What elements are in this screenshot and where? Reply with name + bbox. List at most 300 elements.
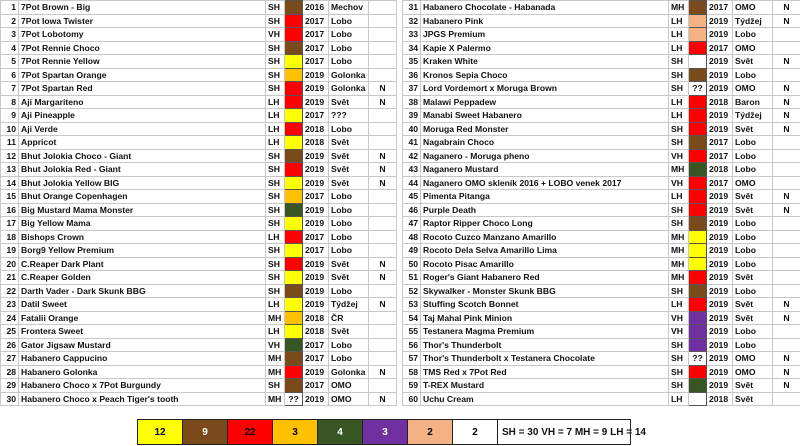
variety-name: Lord Vordemort x Moruga Brown [421,82,669,96]
heat-type: VH [669,325,689,339]
table-row [403,55,800,69]
new-mark [369,109,397,123]
year: 2019 [303,95,329,109]
heat-type: LH [669,392,689,406]
heat-type: SH [266,190,285,204]
row-number: 1 [1,1,19,15]
variety-name: Habanero Choco x Peach Tiger's tooth [19,392,266,406]
year: 2018 [303,122,329,136]
row-number: 17 [1,217,19,231]
heat-type: LH [669,95,689,109]
variety-name: Habanero Pink [421,14,669,28]
variety-name: Habanero Cappucino [19,352,266,366]
new-mark: N [369,82,397,96]
variety-name: Fatalii Orange [19,311,266,325]
heat-type: SH [266,41,285,55]
source: Svět [329,163,369,177]
color-swatch [689,149,707,163]
new-mark [773,41,800,55]
legend-totals: SH = 30 VH = 7 MH = 9 LH = 14 [498,420,631,445]
source: Lobo [329,230,369,244]
variety-name: Roger's Giant Habanero Red [421,271,669,285]
year: 2019 [303,257,329,271]
year: 2018 [303,136,329,150]
source: Lobo [733,257,773,271]
row-number: 22 [1,284,19,298]
year: 2019 [707,28,733,42]
row-number: 20 [1,257,19,271]
year: 2019 [303,163,329,177]
variety-name: Big Yellow Mama [19,217,266,231]
variety-name: TMS Red x 7Pot Red [421,365,669,379]
pepper-table-left [0,0,397,406]
table-row [403,271,800,285]
year: 2019 [303,217,329,231]
color-swatch: ?? [689,82,707,96]
new-mark: N [773,203,800,217]
variety-name: Darth Vader - Dark Skunk BBG [19,284,266,298]
source: Lobo [329,203,369,217]
heat-type: MH [669,230,689,244]
row-number: 27 [1,352,19,366]
new-mark: N [369,365,397,379]
table-row [403,203,800,217]
color-swatch [285,298,303,312]
row-number: 56 [403,338,421,352]
color-swatch [285,55,303,69]
source: Svět [733,122,773,136]
table-row [1,136,397,150]
color-swatch [285,244,303,258]
source: Lobo [329,122,369,136]
heat-type: SH [669,338,689,352]
variety-name: Naganero - Moruga pheno [421,149,669,163]
color-swatch [689,55,707,69]
legend-count-white: 2 [453,420,498,445]
color-swatch [285,136,303,150]
variety-name: Raptor Ripper Choco Long [421,217,669,231]
color-swatch: ?? [689,352,707,366]
row-number: 33 [403,28,421,42]
source: Lobo [329,284,369,298]
new-mark [773,28,800,42]
year: 2019 [707,230,733,244]
row-number: 4 [1,41,19,55]
row-number: 52 [403,284,421,298]
variety-name: T-REX Mustard [421,379,669,393]
year: 2017 [303,379,329,393]
legend-count-brown: 9 [183,420,228,445]
new-mark [773,271,800,285]
table-row [403,338,800,352]
legend-count-green: 4 [318,420,363,445]
table-row [1,163,397,177]
new-mark [369,190,397,204]
variety-name: 7Pot Brown - Big [19,1,266,15]
year: 2017 [707,136,733,150]
row-number: 57 [403,352,421,366]
color-swatch [689,41,707,55]
color-swatch [689,365,707,379]
variety-name: Kronos Sepia Choco [421,68,669,82]
variety-name: Kraken White [421,55,669,69]
variety-name: Aji Pineapple [19,109,266,123]
heat-type: SH [266,82,285,96]
table-row [403,392,800,406]
row-number: 45 [403,190,421,204]
table-row [1,257,397,271]
color-swatch [689,230,707,244]
source: Lobo [733,136,773,150]
new-mark [773,163,800,177]
year: 2019 [707,298,733,312]
color-swatch [285,365,303,379]
row-number: 15 [1,190,19,204]
new-mark [369,55,397,69]
legend-count-peach: 2 [408,420,453,445]
row-number: 42 [403,149,421,163]
table-row [1,352,397,366]
heat-type: MH [266,365,285,379]
source: Svět [733,379,773,393]
year: 2019 [303,149,329,163]
row-number: 10 [1,122,19,136]
row-number: 5 [1,55,19,69]
source: Lobo [733,163,773,177]
source: ČR [329,311,369,325]
source: Lobo [733,244,773,258]
table-row [1,230,397,244]
year: 2017 [303,55,329,69]
variety-name: JPGS Premium [421,28,669,42]
heat-type: SH [266,176,285,190]
new-mark: N [369,257,397,271]
table-row [403,190,800,204]
year: 2017 [303,14,329,28]
table-row [1,338,397,352]
color-swatch [285,190,303,204]
new-mark [773,284,800,298]
new-mark: N [773,1,800,15]
table-row [1,217,397,231]
year: 2017 [303,230,329,244]
heat-type: SH [669,365,689,379]
new-mark [369,68,397,82]
color-swatch [689,176,707,190]
table-row [403,14,800,28]
table-row [403,257,800,271]
variety-name: Naganero Mustard [421,163,669,177]
row-number: 59 [403,379,421,393]
color-swatch [689,244,707,258]
year: 2017 [303,352,329,366]
variety-name: Borg9 Yellow Premium [19,244,266,258]
row-number: 49 [403,244,421,258]
new-mark [369,1,397,15]
legend-count-yellow: 12 [138,420,183,445]
source: Lobo [329,352,369,366]
table-row [1,284,397,298]
heat-type: SH [669,203,689,217]
year: 2017 [707,149,733,163]
new-mark: N [369,163,397,177]
color-swatch [689,379,707,393]
source: Lobo [329,28,369,42]
source: Mechov [329,1,369,15]
heat-type: LH [266,95,285,109]
year: 2017 [303,190,329,204]
year: 2019 [303,392,329,406]
year: 2019 [707,257,733,271]
table-row [1,1,397,15]
source: Lobo [733,338,773,352]
source: Lobo [329,55,369,69]
table-row [1,325,397,339]
color-swatch [689,109,707,123]
row-number: 51 [403,271,421,285]
heat-type: SH [266,271,285,285]
new-mark [773,244,800,258]
heat-type: LH [266,325,285,339]
source: OMO [733,176,773,190]
table-row [403,82,800,96]
pepper-table-right [402,0,800,406]
variety-name: C.Reaper Dark Plant [19,257,266,271]
new-mark [369,284,397,298]
new-mark: N [369,176,397,190]
color-swatch [285,217,303,231]
new-mark [773,136,800,150]
year: 2017 [303,41,329,55]
table-row [403,163,800,177]
source: OMO [733,352,773,366]
source: Svět [733,271,773,285]
new-mark [773,230,800,244]
new-mark: N [369,271,397,285]
variety-name: Uchu Cream [421,392,669,406]
color-swatch [689,271,707,285]
heat-type: SH [266,203,285,217]
color-swatch [689,311,707,325]
variety-name: Aji Margariteno [19,95,266,109]
new-mark [773,392,800,406]
table-row [1,298,397,312]
new-mark [369,325,397,339]
color-swatch [689,392,707,406]
color-swatch [285,28,303,42]
year: 2018 [303,311,329,325]
row-number: 26 [1,338,19,352]
heat-type: MH [669,244,689,258]
color-swatch [285,325,303,339]
source: Svět [733,392,773,406]
new-mark [369,28,397,42]
new-mark: N [773,352,800,366]
source: Lobo [329,338,369,352]
heat-type: SH [669,284,689,298]
row-number: 3 [1,28,19,42]
year: 2016 [303,1,329,15]
source: OMO [733,365,773,379]
year: 2019 [707,14,733,28]
row-number: 9 [1,109,19,123]
new-mark [369,122,397,136]
color-swatch [689,257,707,271]
row-number: 47 [403,217,421,231]
year: 2019 [707,271,733,285]
year: 2019 [707,325,733,339]
year: 2017 [707,41,733,55]
row-number: 31 [403,1,421,15]
row-number: 8 [1,95,19,109]
year: 2019 [707,109,733,123]
heat-type: LH [669,190,689,204]
year: 2019 [707,244,733,258]
variety-name: Naganero OMO skleník 2016 + LOBO venek 2017 [421,176,669,190]
year: 2019 [303,284,329,298]
source: Lobo [733,217,773,231]
year: 2019 [707,82,733,96]
source: OMO [733,1,773,15]
color-swatch [689,122,707,136]
variety-name: Datil Sweet [19,298,266,312]
source: Týdžej [733,109,773,123]
year: 2019 [707,217,733,231]
new-mark [369,244,397,258]
heat-type: SH [266,257,285,271]
heat-type: SH [266,68,285,82]
variety-name: Habanero Choco x 7Pot Burgundy [19,379,266,393]
row-number: 30 [1,392,19,406]
year: 2019 [707,338,733,352]
variety-name: Rocoto Pisac Amarillo [421,257,669,271]
new-mark [369,136,397,150]
new-mark [369,14,397,28]
source: Golonka [329,82,369,96]
row-number: 43 [403,163,421,177]
table-row [403,149,800,163]
variety-name: Bhut Jolokia Red - Giant [19,163,266,177]
variety-name: Aji Verde [19,122,266,136]
heat-type: SH [669,352,689,366]
new-mark: N [773,122,800,136]
row-number: 35 [403,55,421,69]
year: 2019 [303,68,329,82]
color-swatch [285,68,303,82]
table-row [403,379,800,393]
source: Týdžej [329,298,369,312]
new-mark [369,217,397,231]
heat-type: SH [266,1,285,15]
source: Lobo [329,41,369,55]
color-swatch: ?? [285,392,303,406]
variety-name: Habanero Chocolate - Habanada [421,1,669,15]
row-number: 55 [403,325,421,339]
table-row [1,14,397,28]
year: 2019 [707,352,733,366]
row-number: 25 [1,325,19,339]
row-number: 21 [1,271,19,285]
new-mark: N [369,149,397,163]
variety-name: Manabi Sweet Habanero [421,109,669,123]
source: Lobo [329,14,369,28]
row-number: 39 [403,109,421,123]
row-number: 38 [403,95,421,109]
year: 2019 [303,203,329,217]
variety-name: Thor's Thunderbolt x Testanera Chocolate [421,352,669,366]
heat-type: SH [669,82,689,96]
new-mark [773,176,800,190]
new-mark [369,41,397,55]
color-swatch [689,217,707,231]
variety-name: Bhut Jolokia Yellow BIG [19,176,266,190]
heat-type: LH [669,41,689,55]
table-row [403,311,800,325]
color-swatch [285,338,303,352]
heat-type: VH [669,311,689,325]
table-row [403,365,800,379]
heat-type: LH [669,28,689,42]
color-swatch [285,122,303,136]
heat-type: MH [266,311,285,325]
table-row [403,284,800,298]
row-number: 41 [403,136,421,150]
row-number: 2 [1,14,19,28]
source: ??? [329,109,369,123]
year: 2017 [303,109,329,123]
table-row [403,41,800,55]
heat-type: SH [266,217,285,231]
table-row [403,68,800,82]
variety-name: Bishops Crown [19,230,266,244]
variety-name: 7Pot Spartan Red [19,82,266,96]
heat-type: MH [266,392,285,406]
variety-name: Bhut Orange Copenhagen [19,190,266,204]
variety-name: Moruga Red Monster [421,122,669,136]
year: 2017 [707,1,733,15]
year: 2019 [707,379,733,393]
year: 2019 [707,68,733,82]
new-mark: N [369,95,397,109]
source: Svět [733,298,773,312]
variety-name: Appricot [19,136,266,150]
table-row [403,244,800,258]
year: 2019 [303,365,329,379]
heat-type: SH [266,163,285,177]
row-number: 6 [1,68,19,82]
heat-type: MH [266,352,285,366]
color-swatch [689,203,707,217]
table-row [1,271,397,285]
color-swatch [285,176,303,190]
source: Svět [329,271,369,285]
variety-name: Rocoto Dela Selva Amarillo Lima [421,244,669,258]
source: Golonka [329,365,369,379]
new-mark [773,325,800,339]
new-mark: N [773,190,800,204]
table-row [403,325,800,339]
color-swatch [285,352,303,366]
color-swatch [689,338,707,352]
year: 2017 [303,28,329,42]
source: Lobo [733,28,773,42]
source: Svět [733,55,773,69]
row-number: 40 [403,122,421,136]
color-swatch [285,203,303,217]
variety-name: Malawi Peppadew [421,95,669,109]
heat-type: LH [266,122,285,136]
color-swatch [285,257,303,271]
